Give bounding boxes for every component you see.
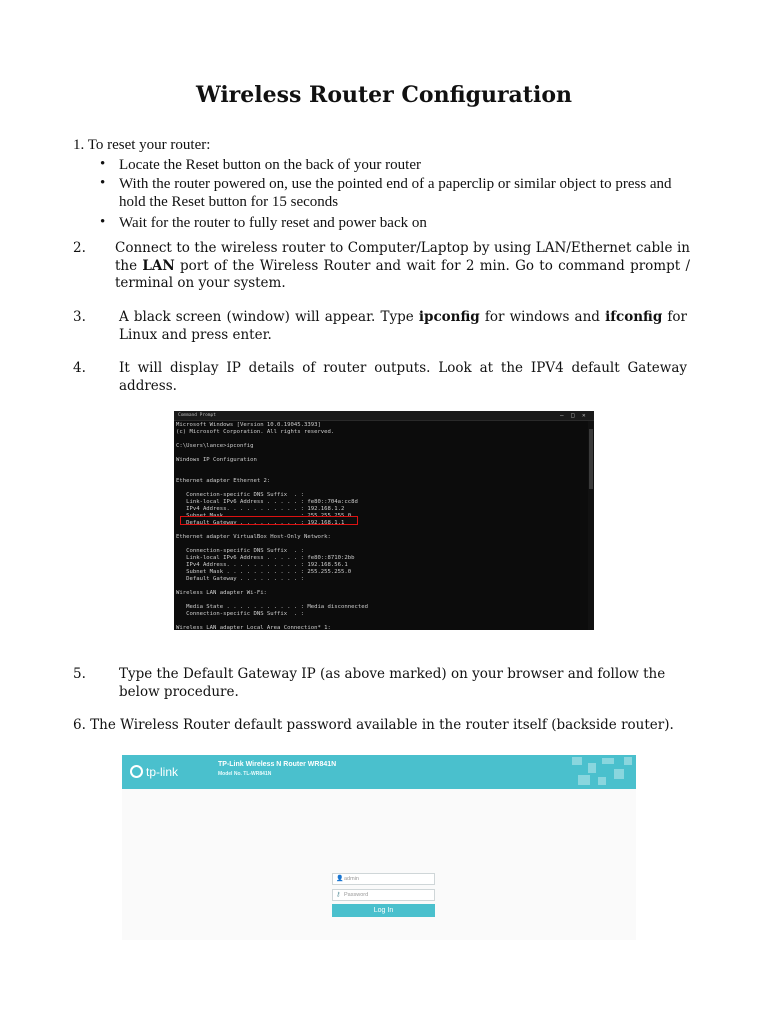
terminal-line: Connection-specific DNS Suffix . : (176, 611, 304, 617)
terminal-line: Ethernet adapter Ethernet 2: (176, 478, 271, 484)
terminal-line: Windows IP Configuration (176, 457, 257, 463)
step-3-number: 3. (73, 309, 86, 325)
close-icon: ✕ (582, 412, 586, 419)
terminal-line: C:\Users\lance>ipconfig (176, 443, 254, 449)
tp-link-logo: tp-link (130, 764, 186, 780)
router-model: Model No. TL-WR841N (218, 771, 272, 777)
router-header (122, 755, 636, 789)
terminal-line: Wireless LAN adapter Local Area Connection* 1: (176, 625, 331, 630)
terminal-line: Media State . . . . . . . . . . . : Media disconnected (176, 604, 368, 610)
step-5-text: Type the Default Gateway IP (as above marked) on your browser and follow the below procedure. (119, 666, 666, 700)
bullet-icon: • (100, 156, 106, 172)
terminal-line: Connection-specific DNS Suffix . : (176, 548, 304, 554)
terminal-line: Subnet Mask . . . . . . . . . . . : 255.255.255.0 (176, 513, 352, 519)
login-button[interactable]: Log In (332, 904, 435, 917)
step-5-number: 5. (73, 666, 86, 682)
terminal-line: Default Gateway . . . . . . . . . : 192.168.1.1 (176, 520, 345, 526)
terminal-line: Microsoft Windows [Version 10.0.19045.3393] (176, 422, 321, 428)
terminal-line: IPv4 Address. . . . . . . . . . . : 192.168.1.2 (176, 506, 345, 512)
step-1-heading: 1. To reset your router: (73, 137, 211, 153)
step-2-text: Connect to the wireless router to Computer/Laptop by using LAN/Ethernet cable in the LAN port of the Wireless Router and wait for 2 min. Go to command prompt / terminal on your system. (115, 240, 690, 291)
terminal-line: (c) Microsoft Corporation. All rights reserved. (176, 429, 335, 435)
step-6-text: 6. The Wireless Router default password available in the router itself (backside router). (73, 717, 674, 733)
terminal-line: Default Gateway . . . . . . . . . : (176, 576, 304, 582)
router-title: TP-Link Wireless N Router WR841N (218, 761, 337, 768)
step-1-bullet: With the router powered on, use the pointed end of a paperclip or similar object to press and hold the Reset button for 15 seconds (119, 176, 672, 210)
terminal-line: Wireless LAN adapter Wi-Fi: (176, 590, 267, 596)
password-input[interactable]: ⚷ Password (332, 889, 435, 901)
terminal-line: Subnet Mask . . . . . . . . . . . : 255.255.255.0 (176, 569, 352, 575)
step-4-number: 4. (73, 360, 86, 376)
key-icon: ⚷ (336, 892, 341, 898)
router-login-screenshot (122, 755, 636, 940)
step-4-text: It will display IP details of router outputs. Look at the IPV4 default Gateway address. (119, 360, 687, 394)
terminal-line: Connection-specific DNS Suffix . : (176, 492, 304, 498)
step-2-number: 2. (73, 240, 86, 256)
terminal-line: IPv4 Address. . . . . . . . . . . : 192.168.56.1 (176, 562, 348, 568)
step-1-bullet: Locate the Reset button on the back of your router (119, 157, 421, 173)
maximize-icon: □ (571, 412, 575, 419)
terminal-title-bar (174, 411, 594, 421)
terminal-line: Link-local IPv6 Address . . . . . : fe80::704a:cc8d (176, 499, 358, 505)
user-icon: 👤 (336, 876, 344, 882)
page-title: Wireless Router Configuration (196, 82, 572, 108)
terminal-title: Command Prompt (178, 413, 216, 418)
terminal-line: Ethernet adapter VirtualBox Host-Only Network: (176, 534, 331, 540)
bullet-icon: • (100, 214, 106, 230)
default-gateway-highlight (180, 516, 358, 525)
terminal-line: Link-local IPv6 Address . . . . . : fe80::8710:2bb (176, 555, 355, 561)
terminal-scrollbar (588, 421, 594, 630)
minimize-icon: – (560, 412, 564, 419)
step-1-bullet: Wait for the router to fully reset and power back on (119, 215, 427, 231)
username-input[interactable]: 👤 admin (332, 873, 435, 885)
bullet-icon: • (100, 175, 106, 191)
router-login-body (122, 789, 636, 940)
step-3-text: A black screen (window) will appear. Type ipconfig for windows and ifconfig for Linux and press enter. (119, 309, 688, 343)
